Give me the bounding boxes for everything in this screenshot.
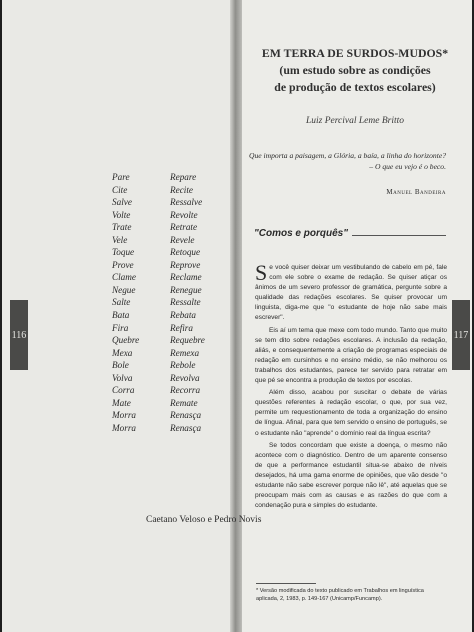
poem-word-re: Repare xyxy=(170,172,197,182)
poem-word: Morra xyxy=(112,422,136,433)
poem-word: Fira xyxy=(112,322,129,333)
poem-row xyxy=(112,359,230,372)
poem-row xyxy=(112,372,230,385)
poem-row xyxy=(112,221,230,234)
poem-word: Bole xyxy=(112,360,129,371)
epigraph-line-2: – O que eu vejo é o beco. xyxy=(369,162,446,171)
chapter-author: Luiz Percival Leme Britto xyxy=(305,116,405,126)
poem-word: Volte xyxy=(112,209,131,220)
paragraph: Além disso, acabou por suscitar o debate de várias questões referentes à redação escolar, o que, por sua vez, permite um requestionamento de toda a organização do ensino de língua. Afinal, para que tem servido o ensino de português, se o estudante não "aprende" o domínio real da língua escrita? xyxy=(255,389,447,437)
poem-row xyxy=(112,422,230,435)
footnote-rule xyxy=(256,583,316,584)
footnote: * Versão modificada do texto publicado em Trabalhos em linguística aplicada, 2, 1983, p. 149-167 (Unicamp/Funcamp). xyxy=(256,588,424,602)
poem-word-re: Reclame xyxy=(170,272,202,283)
poem-word: Cite xyxy=(112,184,128,195)
poem-word-re: Ressalve xyxy=(170,197,203,208)
poem-row xyxy=(112,322,230,335)
poem-word-re: Renasça xyxy=(170,422,202,433)
poem-word-re: Recite xyxy=(170,184,193,195)
poem-row xyxy=(112,246,230,259)
section-heading: "Comos e porquês" xyxy=(254,228,352,239)
poem-word-re: Remexa xyxy=(170,347,200,358)
poem-row xyxy=(112,347,230,360)
poem-word: Bata xyxy=(112,310,130,321)
poem-word-re: Requebre xyxy=(170,335,205,346)
poem-word: Salve xyxy=(112,197,132,208)
epigraph xyxy=(240,150,446,172)
poem-word-re: Refira xyxy=(170,322,193,333)
poem-word: Trate xyxy=(112,222,132,233)
poem-word: Toque xyxy=(112,247,135,258)
poem-row xyxy=(112,397,230,410)
poem-word-re: Retrate xyxy=(170,222,198,233)
poem-row xyxy=(112,234,230,247)
poem xyxy=(112,171,230,434)
poem-word: Quebre xyxy=(112,335,140,346)
paragraph: Se todos concordam que existe a doença, o mesmo não acontece com o diagnóstico. Dentro de um aparente consenso de que a performance estudantil situa-se abaixo de níveis desejados, há uma gama enorme de opiniões, que vão desde "o estudante não sabe escrever porque não lê", até aquelas que se preocupam mais com as causas e as razões do que com a condenação pura e simples do estudante. xyxy=(255,441,447,510)
poem-word: Volva xyxy=(112,372,133,383)
body-text xyxy=(255,260,447,513)
poem-word-re: Revolva xyxy=(170,372,200,383)
poem-word-re: Rebata xyxy=(170,310,197,321)
poem-row xyxy=(112,384,230,397)
poem-row xyxy=(112,409,230,422)
poem-word: Mexa xyxy=(112,347,133,358)
chapter-title xyxy=(238,45,472,96)
poem-author: Caetano Veloso e Pedro Novis xyxy=(146,515,262,525)
title-line-2: (um estudo sobre as condições xyxy=(279,63,431,77)
poem-row xyxy=(112,259,230,272)
poem-row xyxy=(112,284,230,297)
drop-cap: S xyxy=(255,260,268,285)
page-number-left: 116 xyxy=(10,300,28,370)
poem-word: Vele xyxy=(112,234,128,245)
epigraph-author: Manuel Bandeira xyxy=(386,188,446,196)
epigraph-line-1: Que importa a paisagem, a Glória, a baía, a linha do horizonte? xyxy=(248,151,446,160)
poem-word-re: Renasça xyxy=(170,410,202,421)
poem-row xyxy=(112,296,230,309)
poem-word-re: Recorra xyxy=(170,385,201,396)
poem-word: Corra xyxy=(112,385,135,396)
poem-word-re: Retoque xyxy=(170,247,201,258)
poem-word-re: Rebole xyxy=(170,360,196,371)
poem-word-re: Remate xyxy=(170,397,198,408)
poem-word: Pare xyxy=(112,172,130,182)
poem-row xyxy=(112,196,230,209)
poem-word-re: Ressalte xyxy=(170,297,201,308)
poem-word-re: Reprove xyxy=(170,259,201,270)
poem-word-re: Revele xyxy=(170,234,195,245)
poem-word: Clame xyxy=(112,272,136,283)
poem-word: Mate xyxy=(112,397,131,408)
paragraph: Eis aí um tema que mexe com todo mundo. Tanto que muito se tem dito sobre redações escolares. A inclusão da redação, aliás, e consequentemente a criação de programas especiais de redação em cursinhos e no ensino médio, se não melhorou os trabalhos dos estudantes, parece ter servido para retratar em que pé se encontra a produção de textos por escolas. xyxy=(255,326,447,385)
poem-row xyxy=(112,334,230,347)
poem-word: Prove xyxy=(112,259,134,270)
poem-row xyxy=(112,184,230,197)
poem-word: Morra xyxy=(112,410,136,421)
title-line-3: de produção de textos escolares) xyxy=(274,80,436,94)
poem-word: Salte xyxy=(112,297,131,308)
poem-word: Negue xyxy=(112,284,136,295)
page-number-right: 117 xyxy=(452,300,470,370)
poem-row xyxy=(112,209,230,222)
poem-row xyxy=(112,271,230,284)
poem-row xyxy=(112,309,230,322)
poem-word-re: Renegue xyxy=(170,284,202,295)
poem-word-re: Revolte xyxy=(170,209,198,220)
paragraph-text: e você quiser deixar um vestibulando de cabelo em pé, fale com ele sobre o exame de redação. Se quiser atiçar os ânimos de um severo professor de gramática, pergunte sobre a qualidade das redações escolares. Se quiser provocar um linguista, diga-me que "o estudante de hoje não sabe mais escrever". xyxy=(255,264,447,322)
title-line-1: EM TERRA DE SURDOS-MUDOS* xyxy=(261,46,449,60)
poem-row xyxy=(112,171,230,184)
paragraph xyxy=(255,260,447,324)
